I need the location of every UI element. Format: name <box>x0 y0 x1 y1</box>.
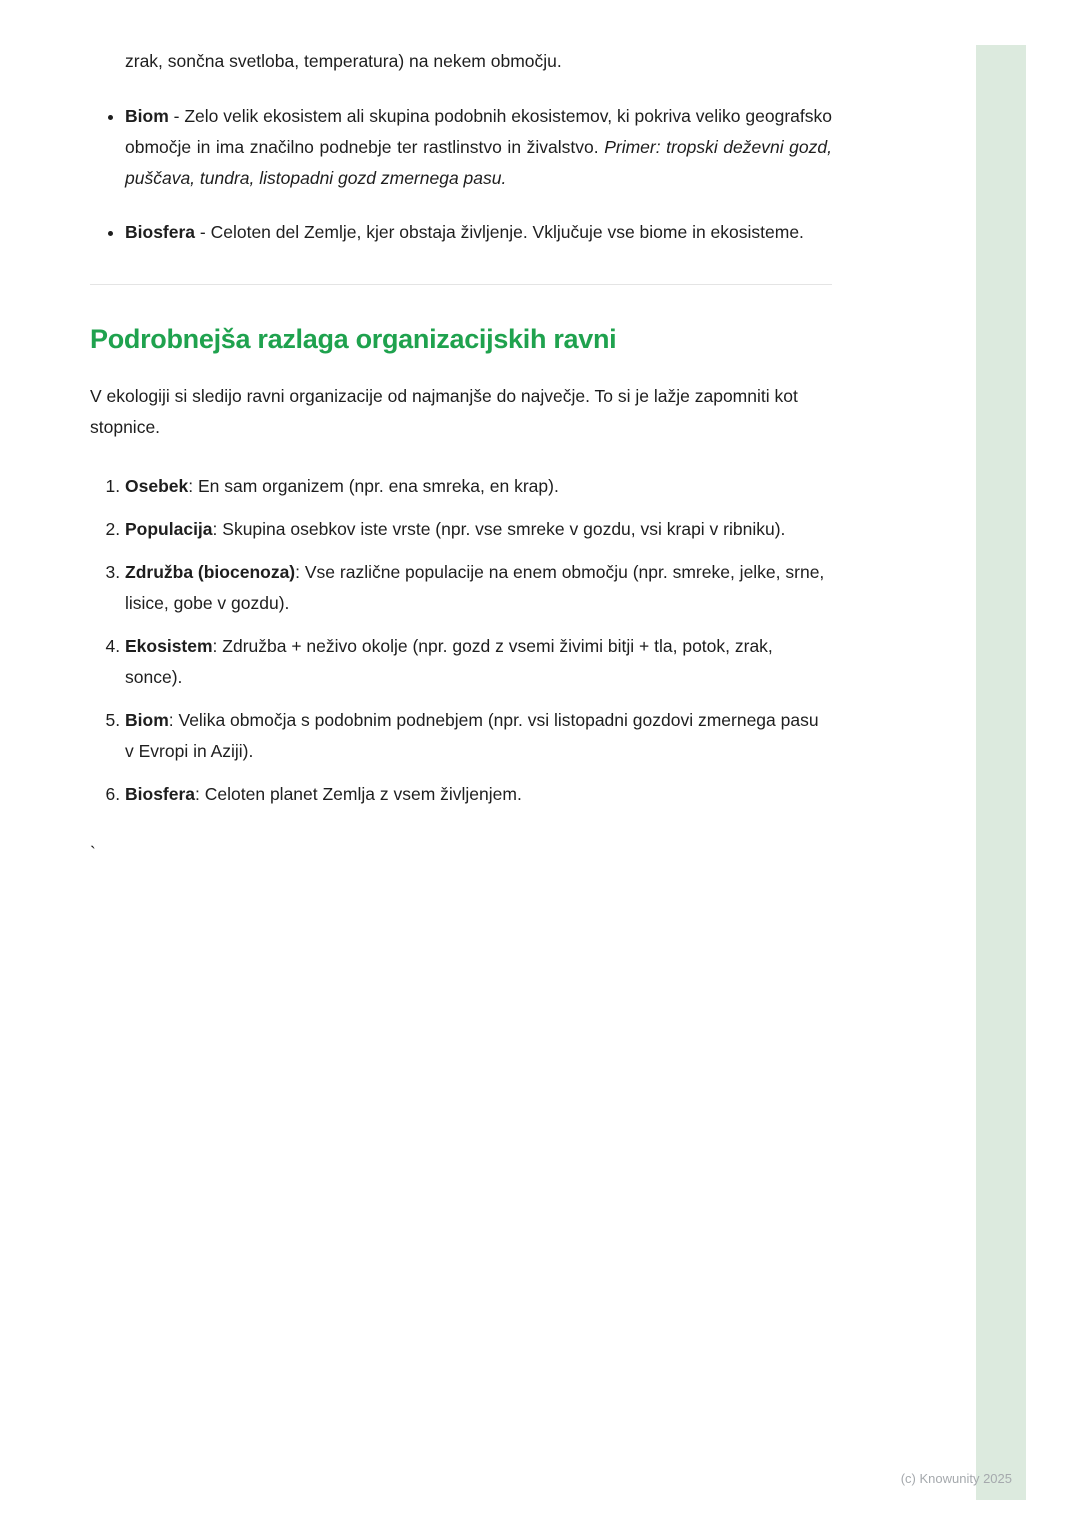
term-biosfera: Biosfera <box>125 222 196 242</box>
step-text: Skupina osebkov iste vrste (npr. vse smreke v gozdu, vsi krapi v ribniku). <box>222 519 786 539</box>
bullet-list <box>90 101 832 248</box>
step-populacija <box>125 514 832 545</box>
document-content <box>90 46 832 869</box>
step-biosfera <box>125 779 832 810</box>
stray-character: ` <box>90 843 96 863</box>
term-separator: : <box>212 636 223 656</box>
step-ekosistem <box>125 631 832 693</box>
section-heading: Podrobnejša razlaga organizacijskih ravni <box>90 324 617 354</box>
term-biom: Biom <box>125 106 169 126</box>
term-separator: : <box>295 562 305 582</box>
step-text: En sam organizem (npr. ena smreka, en krap). <box>197 476 559 496</box>
term-separator: : <box>168 710 179 730</box>
list-item-biom <box>125 101 832 194</box>
step-biom <box>125 705 832 767</box>
numbered-list <box>90 471 832 810</box>
step-text: Celoten planet Zemlja z vsem življenjem. <box>204 784 522 804</box>
term-zdruzba: Združba (biocenoza) <box>125 562 296 582</box>
list-item-biosfera <box>125 217 832 248</box>
intro-paragraph: V ekologiji si sledijo ravni organizacije od najmanjše do največje. To si je lažje zapomniti kot stopnice. <box>90 386 798 437</box>
term-separator: : <box>195 784 205 804</box>
term-separator: : <box>212 519 223 539</box>
term-ekosistem: Ekosistem <box>125 636 213 656</box>
term-biom: Biom <box>125 710 169 730</box>
definition-text: Celoten del Zemlje, kjer obstaja življenje. Vključuje vse biome in ekosisteme. <box>210 222 804 242</box>
decorative-side-stripe <box>976 45 1026 1500</box>
step-osebek <box>125 471 832 502</box>
term-separator: - <box>195 222 211 242</box>
step-text: Združba + neživo okolje (npr. gozd z vsemi živimi bitji + tla, potok, zrak, sonce). <box>125 636 773 687</box>
step-text: Velika območja s podobnim podnebjem (npr. vsi listopadni gozdovi zmernega pasu v Evropi in Aziji). <box>125 710 819 761</box>
term-populacija: Populacija <box>125 519 213 539</box>
term-separator: : <box>188 476 198 496</box>
example-text: Primer: tropski deževni gozd, puščava, tundra, listopadni gozd zmernega pasu. <box>125 137 832 188</box>
term-separator: - <box>168 106 185 126</box>
step-zdruzba <box>125 557 832 619</box>
paragraph-continuation: zrak, sončna svetloba, temperatura) na nekem območju. <box>125 51 562 71</box>
section-divider <box>90 284 832 285</box>
term-biosfera: Biosfera <box>125 784 196 804</box>
definition-text: Zelo velik ekosistem ali skupina podobnih ekosistemov, ki pokriva veliko geografsko območje in ima značilno podnebje ter rastlinstvo in živalstvo. <box>125 106 832 157</box>
watermark-text: (c) Knowunity 2025 <box>900 1471 1012 1486</box>
step-text: Vse različne populacije na enem območju (npr. smreke, jelke, srne, lisice, gobe v gozdu). <box>125 562 825 613</box>
term-osebek: Osebek <box>125 476 189 496</box>
